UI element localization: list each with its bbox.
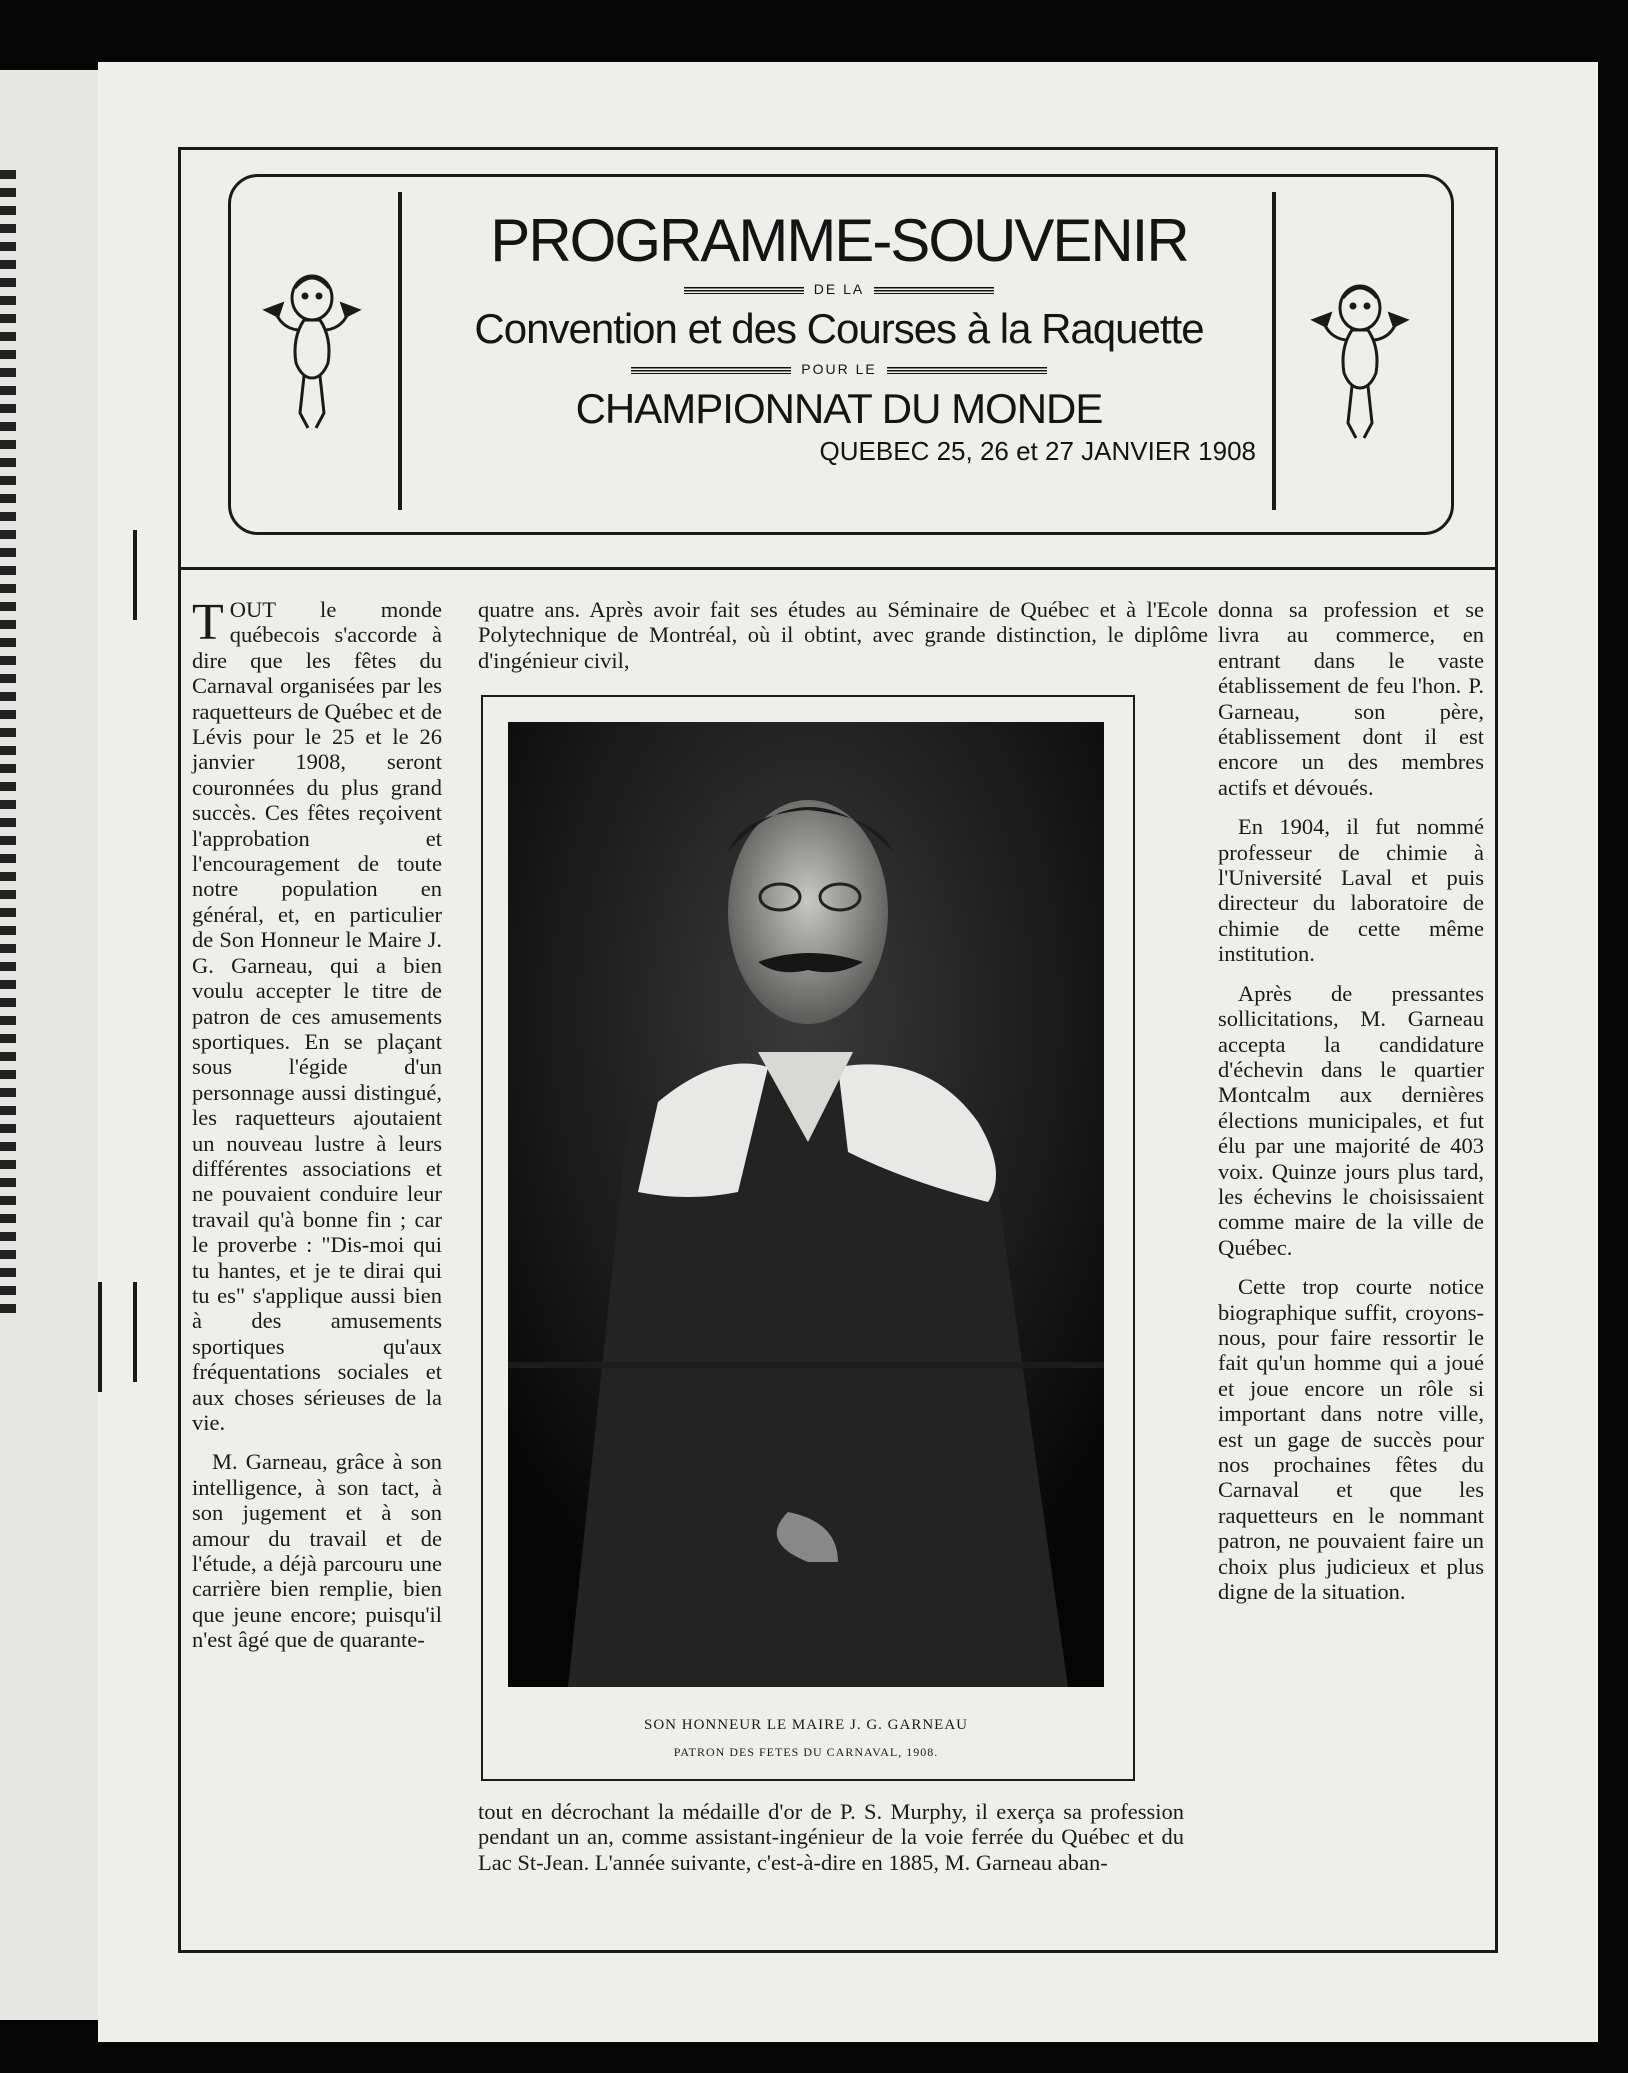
photo-caption-title: PATRON DES FETES DU CARNAVAL, 1908.	[673, 1745, 939, 1759]
connector-de-la: DE LA	[404, 278, 1274, 300]
event-dates: QUEBEC 25, 26 et 27 JANVIER 1908	[819, 436, 1256, 466]
header-divider-left	[398, 192, 402, 510]
column-middle-top: quatre ans. Après avoir fait ses études au Séminaire de Québec et à l'Ecole Polytechnique de Montréal, où il obtint, avec grande distinction, le diplôme d'ingénieur civil,	[478, 597, 1208, 673]
paragraph: donna sa profession et se livra au commerce, en entrant dans le vaste établissement de feu l'hon. P. Garneau, son père, établissement dont il est encore un des membres actifs et dévoués.	[1218, 597, 1484, 800]
cherub-right-icon	[1310, 278, 1410, 448]
portrait-image	[508, 722, 1104, 1687]
page-edge-mark	[98, 1282, 102, 1392]
cherub-left-icon	[262, 268, 362, 438]
photo-caption-name: SON HONNEUR LE MAIRE J. G. GARNEAU	[644, 1717, 968, 1733]
page-title: PROGRAMME-SOUVENIR	[490, 207, 1188, 274]
binding-perforations	[0, 170, 16, 1320]
paragraph: Cette trop courte notice biographique suffit, croyons-nous, pour faire ressortir le fait qu'un homme qui a joué et joue encore un rôle si important dans notre ville, est un gage de succès pour nos prochaines fêtes du Carnaval et que les raquetteurs en le nommant patron, ne pouvaient faire un choix plus judicieux et plus digne de la situation.	[1218, 1274, 1484, 1605]
column-middle-bottom: tout en décrochant la médaille d'or de P. S. Murphy, il exerça sa profession pendant un an, comme assistant-ingénieur de la voie ferrée du Québec et du Lac St-Jean. L'année suivante, c'est-à-dire en 1885, M. Garneau aban-	[478, 1799, 1184, 1875]
drop-cap: T	[192, 594, 224, 651]
paragraph: M. Garneau, grâce à son intelligence, à son tact, à son jugement et à son amour du travail et de l'étude, a déjà parcouru une carrière bien remplie, bien que jeune encore; puisqu'il n'est âgé que de quarante-	[192, 1449, 442, 1653]
header-title-block	[404, 208, 1274, 468]
connector-pour-le: POUR LE	[404, 358, 1274, 380]
column-right	[1218, 597, 1484, 1618]
column-left	[192, 594, 442, 1667]
margin-mark	[133, 1282, 137, 1382]
margin-mark	[133, 530, 137, 620]
header-rule	[178, 567, 1495, 570]
championship-heading: CHAMPIONNAT DU MONDE	[575, 385, 1103, 432]
paragraph: En 1904, il fut nommé professeur de chimie à l'Université Laval et puis directeur du laboratoire de chimie de cette même institution.	[1218, 814, 1484, 967]
portrait-photo	[508, 722, 1104, 1687]
page-subtitle: Convention et des Courses à la Raquette	[474, 305, 1204, 352]
paragraph: OUT le monde québecois s'accorde à dire que les fêtes du Carnaval organisées par les raquetteurs de Québec et de Lévis pour le 25 et le 26 janvier 1908, seront couronnées du plus grand succès. Ces fêtes reçoivent l'approbation et l'encouragement de toute notre population en général, et, en particulier de Son Honneur le Maire J. G. Garneau, qui a bien voulu accepter le titre de patron de ces amusements sportiques. En se plaçant sous l'égide d'un personnage aussi distingué, les raquetteurs ajoutaient un nouveau lustre à leurs différentes associations et ne pouvaient conduire leur travail qu'à bonne fin ; car le proverbe : "Dis-moi qui tu hantes, et je te dirai qui tu es" s'applique aussi bien à des amusements sportiques qu'aux fréquentations sociales et aux choses sérieuses de la vie.	[192, 597, 442, 1435]
paragraph: Après de pressantes sollicitations, M. Garneau accepta la candidature d'échevin dans le quartier Montcalm aux dernières élections municipales, et fut élu par une majorité de 403 voix. Quinze jours plus tard, les échevins le choisissaient comme maire de la ville de Québec.	[1218, 980, 1484, 1260]
